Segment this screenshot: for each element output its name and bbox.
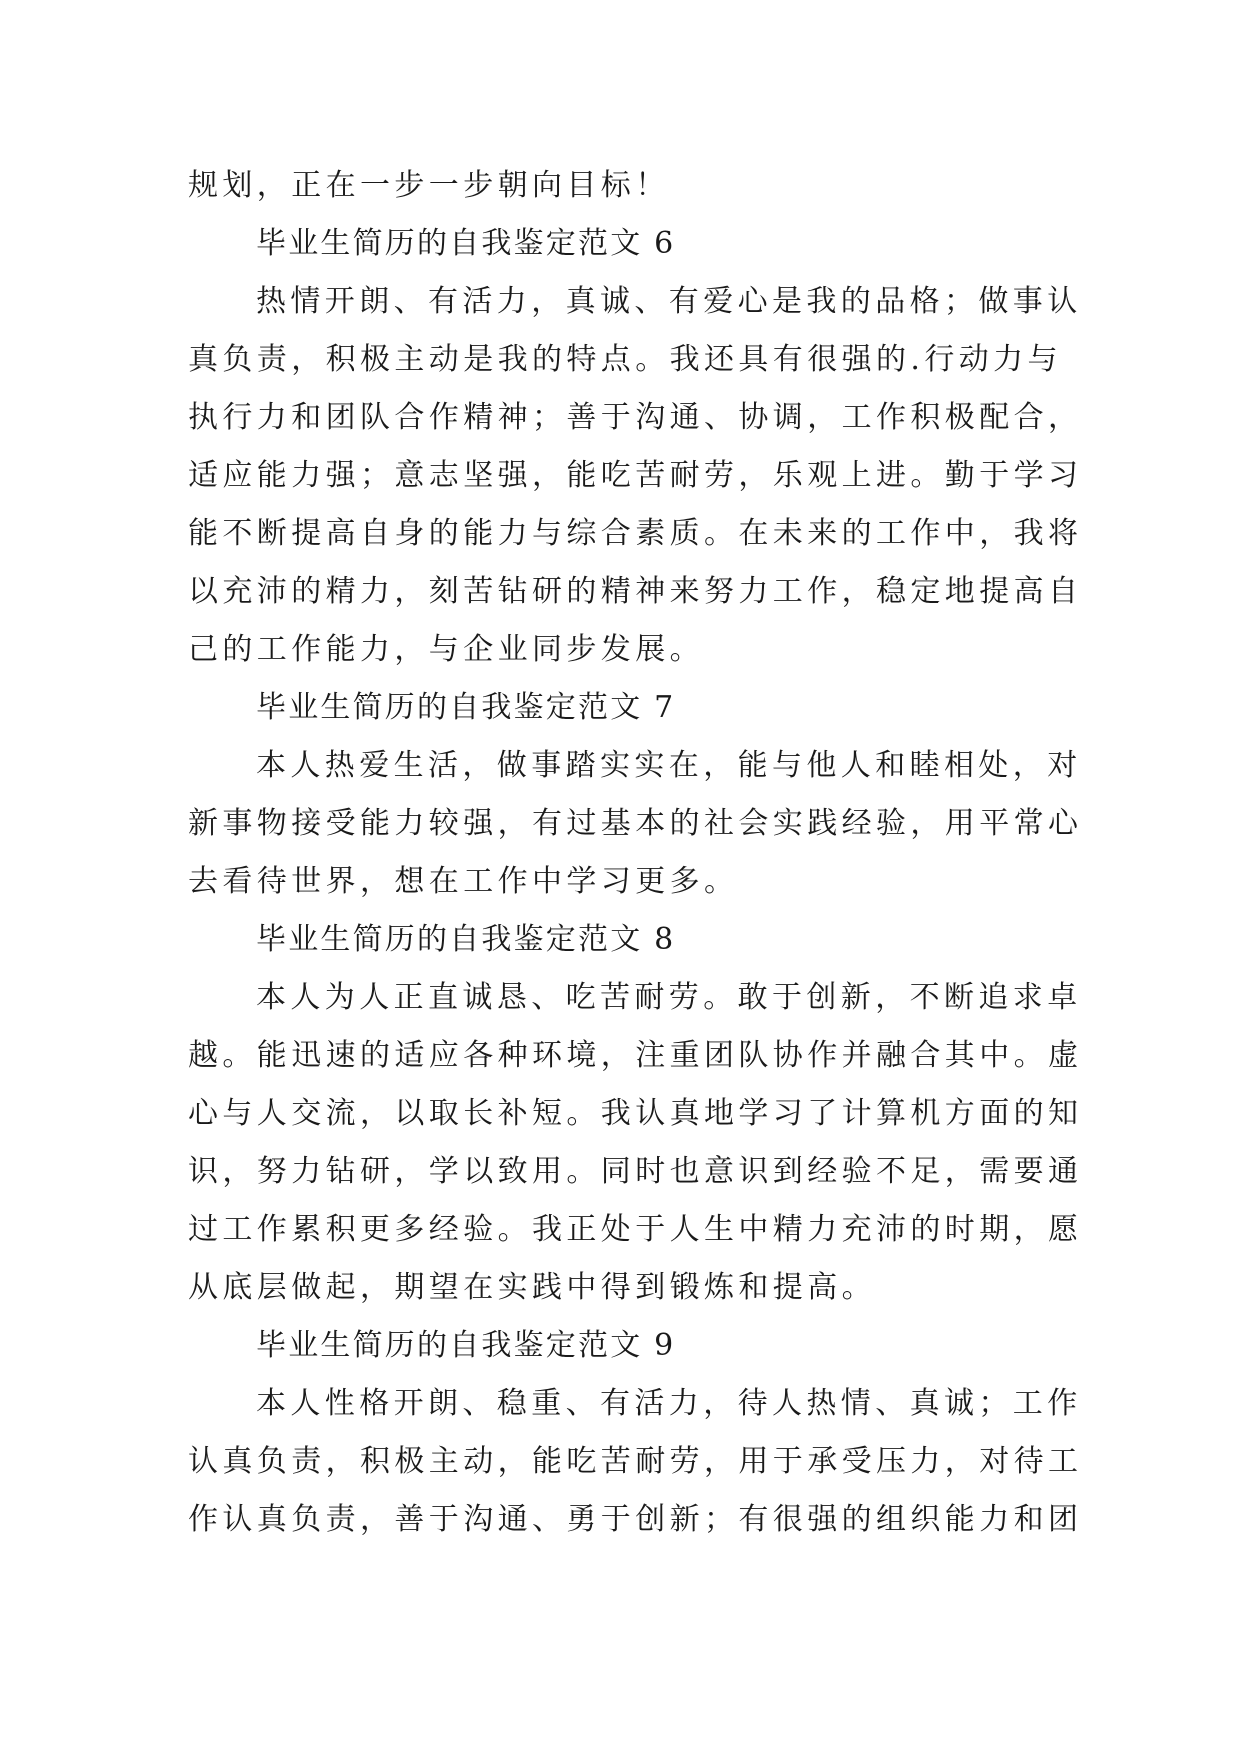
text-line: 热情开朗、有活力，真诚、有爱心是我的品格；做事认 [256, 284, 1082, 319]
section-heading: 毕业生简历的自我鉴定范文 6 [256, 226, 676, 261]
text-line: 己的工作能力，与企业同步发展。 [188, 632, 704, 667]
text-line: 真负责，积极主动是我的特点。我还具有很强的.行动力与 [188, 342, 1062, 377]
text-line: 本人为人正直诚恳、吃苦耐劳。敢于创新，不断追求卓 [256, 980, 1082, 1015]
text-line: 认真负责，积极主动，能吃苦耐劳，用于承受压力，对待工 [188, 1444, 1083, 1479]
text-line: 作认真负责，善于沟通、勇于创新；有很强的组织能力和团 [188, 1502, 1083, 1537]
text-line: 执行力和团队合作精神；善于沟通、协调，工作积极配合， [188, 400, 1083, 435]
text-line: 规划，正在一步一步朝向目标！ [188, 168, 670, 203]
text-line: 越。能迅速的适应各种环境，注重团队协作并融合其中。虚 [188, 1038, 1083, 1073]
section-heading: 毕业生简历的自我鉴定范文 8 [256, 922, 676, 957]
text-line: 识，努力钻研，学以致用。同时也意识到经验不足，需要通 [188, 1154, 1083, 1189]
text-line: 本人性格开朗、稳重、有活力，待人热情、真诚；工作 [256, 1386, 1082, 1421]
text-line: 过工作累积更多经验。我正处于人生中精力充沛的时期，愿 [188, 1212, 1083, 1247]
text-line: 从底层做起，期望在实践中得到锻炼和提高。 [188, 1270, 876, 1305]
section-heading: 毕业生简历的自我鉴定范文 7 [256, 690, 676, 725]
text-line: 以充沛的精力，刻苦钻研的精神来努力工作，稳定地提高自 [188, 574, 1083, 609]
section-heading: 毕业生简历的自我鉴定范文 9 [256, 1328, 676, 1363]
text-line: 新事物接受能力较强，有过基本的社会实践经验，用平常心 [188, 806, 1083, 841]
text-line: 能不断提高自身的能力与综合素质。在未来的工作中，我将 [188, 516, 1083, 551]
text-line: 本人热爱生活，做事踏实实在，能与他人和睦相处，对 [256, 748, 1082, 783]
text-line: 去看待世界，想在工作中学习更多。 [188, 864, 739, 899]
text-line: 适应能力强；意志坚强，能吃苦耐劳，乐观上进。勤于学习 [188, 458, 1083, 493]
text-line: 心与人交流，以取长补短。我认真地学习了计算机方面的知 [188, 1096, 1083, 1131]
